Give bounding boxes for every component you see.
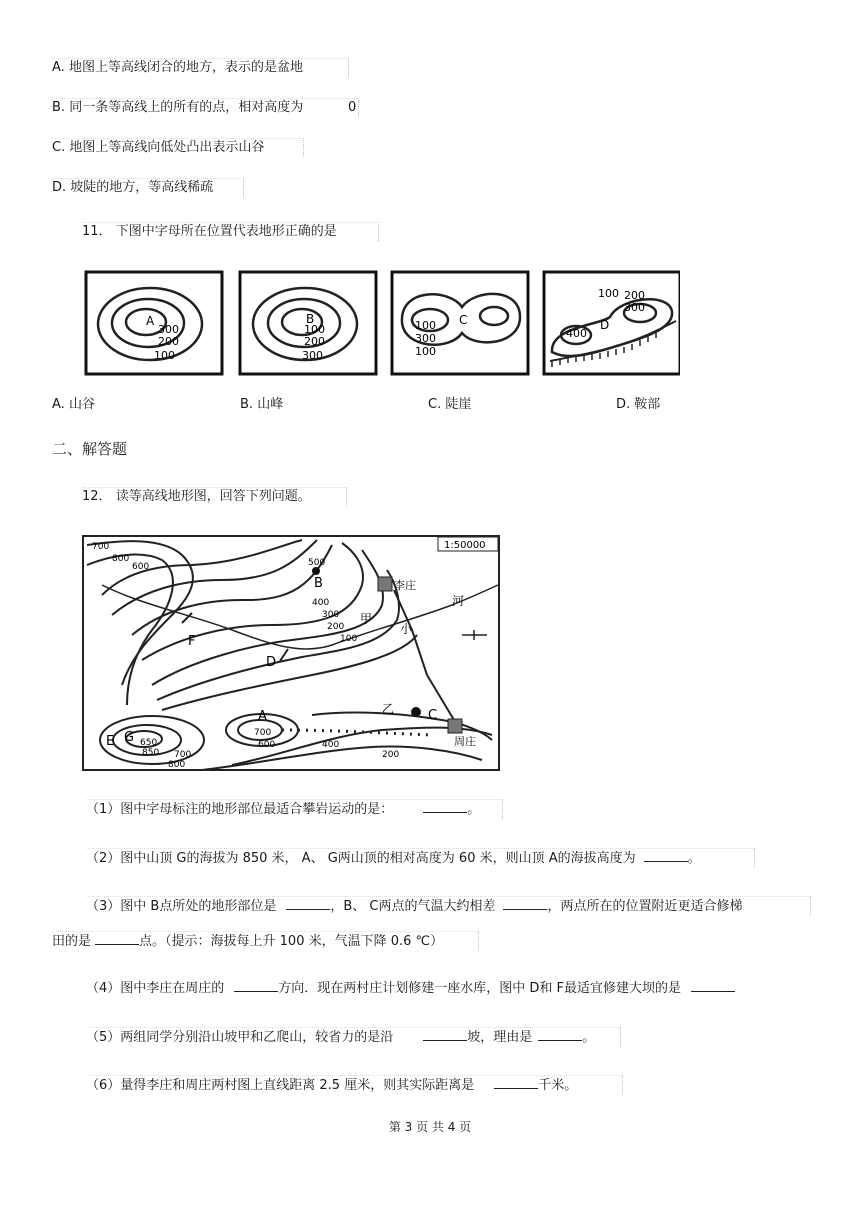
q12-sub-3: （3）图中 B点所处的地形部位是 ，B、 C两点的气温大约相差 ，两点所在的位置附近更适合修梯 [86,896,811,916]
svg-text:600: 600 [132,562,150,572]
svg-text:800: 800 [168,760,186,770]
svg-text:300: 300 [158,323,179,336]
svg-text:E: E [106,734,115,749]
svg-text:河: 河 [452,594,465,608]
q12-topographic-map [82,535,500,771]
svg-text:100: 100 [154,349,175,362]
svg-text:F: F [188,634,196,649]
svg-text:850: 850 [142,748,160,758]
svg-text:700: 700 [174,750,192,760]
svg-text:100: 100 [304,323,325,336]
svg-text:300: 300 [322,610,340,620]
q10-option-a: A. 地图上等高线闭合的地方，表示的是盆地 [52,58,349,77]
q12-sub-4: （4）图中李庄在周庄的 方向．现在两村庄计划修建一座水库，图中 D和 F最适宜修建大坝的是 [86,979,802,998]
q10-option-d: D. 坡陡的地方，等高线稀疏 [52,178,244,197]
svg-text:700: 700 [92,542,110,552]
svg-text:A: A [146,314,155,328]
section-title: 二、解答题 [52,440,128,458]
svg-text:200: 200 [304,335,325,348]
q12-sub-2: （2）图中山顶 G的海拔为 850 米， A、 G两山顶的相对高度为 60 米，则山顶 A的海拔高度为 。 [86,848,755,868]
svg-text:200: 200 [158,335,179,348]
svg-text:乙: 乙 [382,702,395,716]
q11-map-d [544,272,680,374]
q10-option-c: C. 地图上等高线向低处凸出表示山谷 [52,138,304,157]
svg-text:100: 100 [598,287,619,300]
svg-text:400: 400 [566,327,587,340]
svg-text:500: 500 [308,558,326,568]
svg-text:甲: 甲 [360,612,373,626]
svg-text:G: G [124,730,135,745]
svg-text:李庄: 李庄 [394,579,416,592]
svg-text:700: 700 [254,728,272,738]
q12-sub-1: （1）图中字母标注的地形部位最适合攀岩运动的是： 。 [86,799,503,819]
svg-text:1:50000: 1:50000 [444,540,486,551]
q12-stem: 12． 读等高线地形图，回答下列问题。 [82,487,347,506]
svg-text:200: 200 [382,750,400,760]
page-footer: 第 3 页 共 4 页 [388,1120,472,1134]
q10-option-b: B. 同一条等高线上的所有的点，相对高度为 0 [52,98,359,117]
q11-answer-b: B. 山峰 [240,397,284,412]
q12-sub-5: （5）两组同学分别沿山坡甲和乙爬山，较省力的是沿 坡，理由是 。 [86,1027,621,1047]
svg-text:300: 300 [415,332,436,345]
q11-stem: 11． 下图中字母所在位置代表地形正确的是 [82,222,379,241]
svg-text:300: 300 [624,301,645,314]
q12-sub-3-cont: 田的是 点。（提示：海拔每上升 100 米，气温下降 0.6 ℃） [52,931,479,951]
q11-answer-d: D. 鞍部 [616,397,661,412]
svg-text:650: 650 [140,738,158,748]
q11-answer-a: A. 山谷 [52,397,95,412]
svg-text:200: 200 [327,622,345,632]
q12-sub-6: （6）量得李庄和周庄两村图上直线距离 2.5 厘米，则其实际距离是 千米。 [86,1075,623,1095]
svg-text:C: C [459,313,468,327]
svg-text:600: 600 [258,740,276,750]
svg-text:400: 400 [322,740,340,750]
svg-text:D: D [600,318,610,332]
q11-map-c [392,272,528,374]
q11-contour-maps [80,267,680,379]
svg-text:800: 800 [112,554,130,564]
svg-text:200: 200 [624,289,645,302]
svg-text:小: 小 [400,622,413,636]
svg-text:300: 300 [302,349,323,362]
svg-text:周庄: 周庄 [454,735,476,748]
svg-text:B: B [314,576,323,591]
svg-text:100: 100 [415,319,436,332]
svg-text:A: A [258,709,267,724]
svg-text:400: 400 [312,598,330,608]
q11-answer-c: C. 陡崖 [428,397,472,412]
svg-text:100: 100 [415,345,436,358]
svg-text:D: D [266,655,277,670]
svg-text:100: 100 [340,634,358,644]
q11-map-a [86,272,222,374]
svg-text:C: C [428,708,438,723]
svg-text:B: B [306,312,315,326]
q11-map-b [240,272,376,374]
